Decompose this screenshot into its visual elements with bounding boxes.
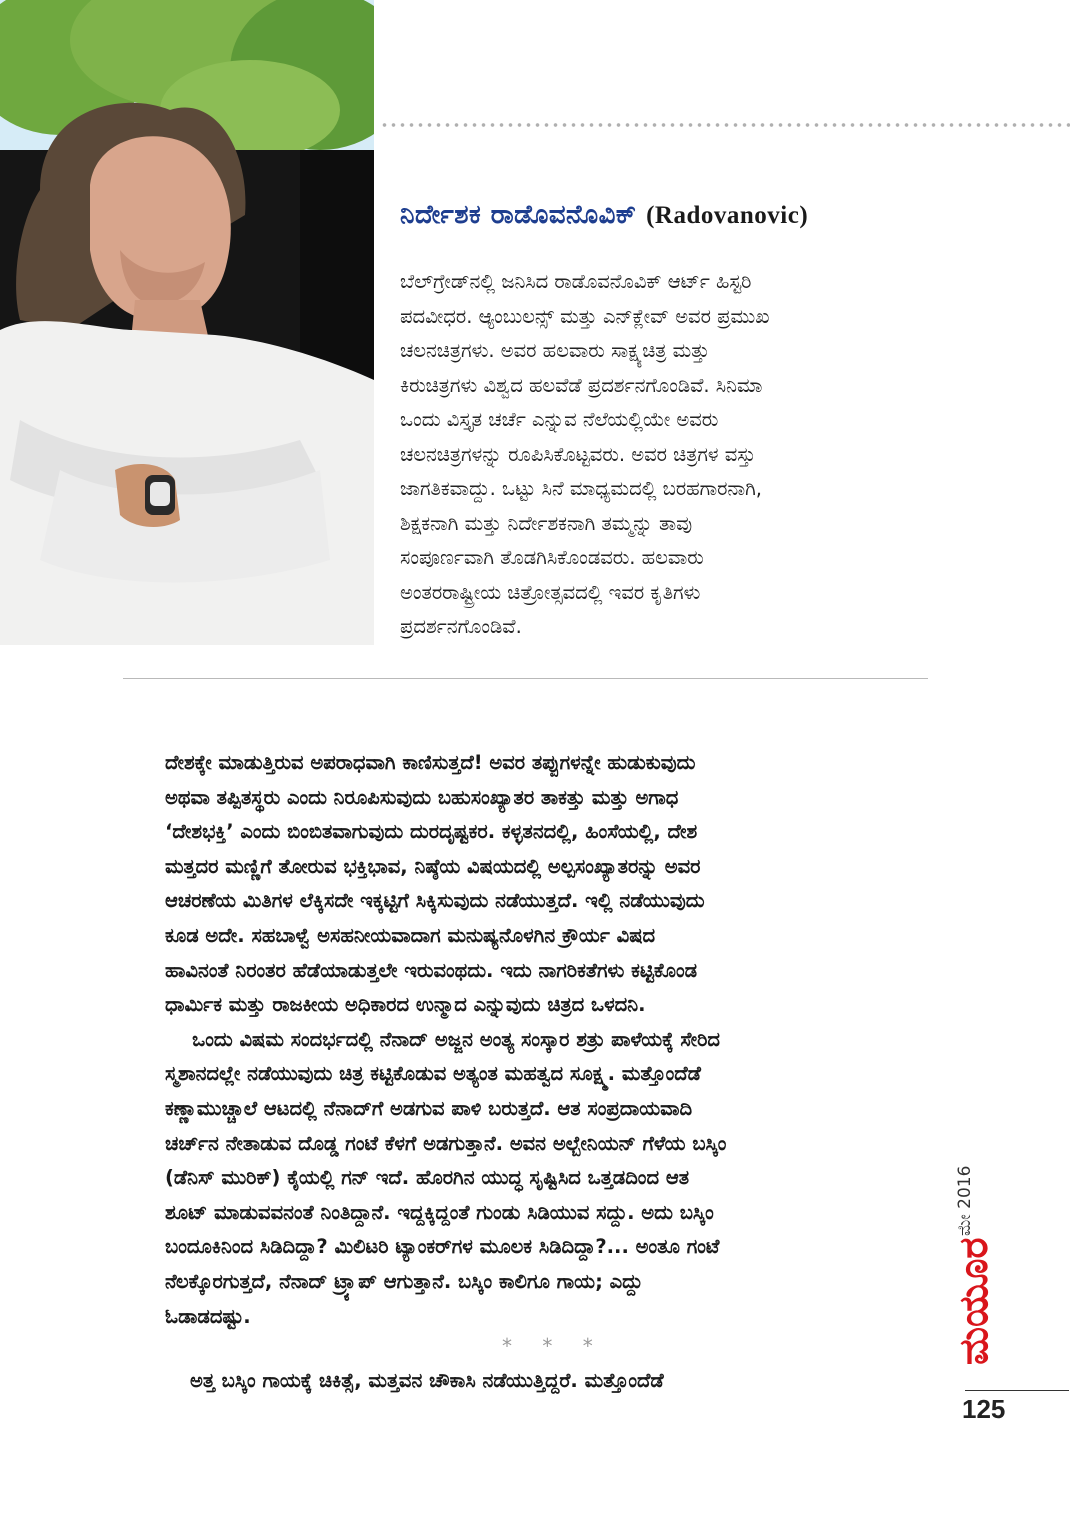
article-line: ‘ದೇಶಭಕ್ತಿ’ ಎಂದು ಬಿಂಬಿತವಾಗುವುದು ದುರದೃಷ್ಟಕರ. ಕಳ್ಳತನದಲ್ಲಿ, ಹಿಂಸೆಯಲ್ಲಿ, ದೇಶ bbox=[165, 820, 698, 844]
article-line: ಬಂದೂಕಿನಿಂದ ಸಿಡಿದಿದ್ದಾ? ಮಿಲಿಟರಿ ಟ್ಯಾಂಕರ್‌ಗಳ ಮೂಲಕ ಸಿಡಿದಿದ್ದಾ?... ಅಂತೂ ಗಂಟೆ bbox=[165, 1235, 720, 1259]
article-body bbox=[165, 746, 925, 1334]
dotted-divider bbox=[380, 122, 1070, 128]
article-line: ಕೂಡ ಅದೇ. ಸಹಬಾಳ್ವೆ ಅಸಹನೀಯವಾದಾಗ ಮನುಷ್ಯನೊಳಗಿನ ಕ್ರೌರ್ಯ ವಿಷದ bbox=[165, 923, 656, 947]
article-line: ಹಾವಿನಂತೆ ನಿರಂತರ ಹೆಡೆಯಾಡುತ್ತಲೇ ಇರುವಂಥದು. ಇದು ನಾಗರಿಕತೆಗಳು ಕಟ್ಟಿಕೊಂಡ bbox=[165, 958, 698, 982]
issue-date: ಮೇ 2016 bbox=[955, 1165, 975, 1236]
sidebar-line: ಜಾಗತಿಕವಾದ್ದು. ಒಟ್ಟು ಸಿನೆ ಮಾಧ್ಯಮದಲ್ಲಿ ಬರಹಗಾರನಾಗಿ, bbox=[400, 477, 763, 500]
article-line: ದೇಶಕ್ಕೇ ಮಾಡುತ್ತಿರುವ ಅಪರಾಧವಾಗಿ ಕಾಣಿಸುತ್ತದೆ! ಅವರ ತಪ್ಪುಗಳನ್ನೇ ಹುಡುಕುವುದು bbox=[165, 751, 696, 774]
article-line: ಕಣ್ಣಾಮುಚ್ಚಾಲೆ ಆಟದಲ್ಲಿ ನೆನಾದ್‌ಗೆ ಅಡಗುವ ಪಾಳಿ ಬರುತ್ತದೆ. ಆತ ಸಂಪ್ರದಾಯವಾದಿ bbox=[165, 1096, 693, 1120]
sidebar-line: ಕಿರುಚಿತ್ರಗಳು ವಿಶ್ವದ ಹಲವೆಡೆ ಪ್ರದರ್ಶನಗೊಂಡಿವೆ. ಸಿನಿಮಾ bbox=[400, 373, 763, 397]
article-line: ನೆಲಕ್ಕೊರಗುತ್ತದೆ, ನೆನಾದ್ ಟ್ರ್ಯಾಪ್ ಆಗುತ್ತಾನೆ. ಬಸ್ಕಿಂ ಕಾಲಿಗೂ ಗಾಯ; ಎದ್ದು bbox=[165, 1269, 643, 1293]
sidebar-line: ಚಲನಚಿತ್ರಗಳು. ಅವರ ಹಲವಾರು ಸಾಕ್ಷ್ಯಚಿತ್ರ ಮತ್ತು bbox=[400, 339, 710, 362]
sidebar-line: ಪದವೀಧರ. ಆ್ಯಂಬುಲನ್ಸ್ ಮತ್ತು ಎನ್‌ಕ್ಲೇವ್ ಅವರ ಪ್ರಮುಖ bbox=[400, 304, 770, 328]
title-kannada: ನಿರ್ದೇಶಕ ರಾಡೊವನೊವಿಕ್ bbox=[400, 200, 637, 230]
article-line: ಸ್ಮಶಾನದಲ್ಲೇ ನಡೆಯುವುದು ಚಿತ್ರ ಕಟ್ಟಿಕೊಡುವ ಅತ್ಯಂತ ಮಹತ್ವದ ಸೂಕ್ಷ್ಮ. ಮತ್ತೊಂದೆಡೆ bbox=[165, 1062, 701, 1086]
article-line: ಚರ್ಚ್‌ನ ನೇತಾಡುವ ದೊಡ್ಡ ಗಂಟೆ ಕೆಳಗೆ ಅಡಗುತ್ತಾನೆ. ಅವನ ಅಲ್ಬೇನಿಯನ್ ಗೆಳೆಯ ಬಸ್ಕಿಂ bbox=[165, 1131, 727, 1155]
director-photo bbox=[0, 0, 374, 645]
sidebar-line: ಒಂದು ವಿಸ್ತೃತ ಚರ್ಚೆ ಎನ್ನುವ ನೆಲೆಯಲ್ಲಿಯೇ ಅವರು bbox=[400, 408, 719, 431]
section-rule bbox=[123, 678, 928, 679]
sidebar-line: ಸಂಪೂರ್ಣವಾಗಿ ತೊಡಗಿಸಿಕೊಂಡವರು. ಹಲವಾರು bbox=[400, 546, 704, 569]
sidebar-line: ಚಲನಚಿತ್ರಗಳನ್ನು ರೂಪಿಸಿಕೊಟ್ಟವರು. ಅವರ ಚಿತ್ರಗಳ ವಸ್ತು bbox=[400, 442, 756, 466]
article-continuation-line: ಅತ್ತ ಬಸ್ಕಿಂ ಗಾಯಕ್ಕೆ ಚಿಕಿತ್ಸೆ, ಮತ್ತವನ ಚೌಕಾಸಿ ನಡೆಯುತ್ತಿದ್ದರೆ. ಮತ್ತೊಂದೆಡೆ bbox=[190, 1369, 664, 1392]
sidebar-line: ಪ್ರದರ್ಶನಗೊಂಡಿವೆ. bbox=[400, 615, 522, 638]
magazine-logo: ಮಯೂರ bbox=[951, 1237, 997, 1365]
article-line: ಆಚರಣೆಯ ಮಿತಿಗಳ ಲೆಕ್ಕಿಸದೇ ಇಕ್ಕಟ್ಟಿಗೆ ಸಿಕ್ಕಿಸುವುದು ನಡೆಯುತ್ತದೆ. ಇಲ್ಲಿ ನಡೆಯುವುದು bbox=[165, 889, 705, 913]
section-separator-stars: * * * bbox=[502, 1334, 605, 1358]
sidebar-box-text bbox=[400, 265, 920, 645]
sidebar-line: ಬೆಲ್‌ಗ್ರೇಡ್‌ನಲ್ಲಿ ಜನಿಸಿದ ರಾಡೊವನೊವಿಕ್ ಆರ್ಟ್ ಹಿಸ್ಟರಿ bbox=[400, 270, 752, 293]
article-line: ಧಾರ್ಮಿಕ ಮತ್ತು ರಾಜಕೀಯ ಅಧಿಕಾರದ ಉನ್ಮಾದ ಎನ್ನುವುದು ಚಿತ್ರದ ಒಳದನಿ. bbox=[165, 993, 646, 1017]
folio-rule bbox=[965, 1390, 1069, 1391]
article-line: ಓಡಾಡದಷ್ಟು. bbox=[165, 1304, 251, 1328]
article-line: ಒಂದು ವಿಷಮ ಸಂದರ್ಭದಲ್ಲಿ ನೆನಾದ್ ಅಜ್ಜನ ಅಂತ್ಯ ಸಂಸ್ಕಾರ ಶತ್ರು ಪಾಳೆಯಕ್ಕೆ ಸೇರಿದ bbox=[165, 1027, 720, 1051]
page-number: 125 bbox=[962, 1394, 1006, 1424]
sidebar-line: ಶಿಕ್ಷಕನಾಗಿ ಮತ್ತು ನಿರ್ದೇಶಕನಾಗಿ ತಮ್ಮನ್ನು ತಾವು bbox=[400, 511, 693, 535]
sidebar-box-title bbox=[400, 200, 960, 231]
article-line: ಶೂಟ್ ಮಾಡುವವನಂತೆ ನಿಂತಿದ್ದಾನೆ. ಇದ್ದಕ್ಕಿದ್ದಂತೆ ಗುಂಡು ಸಿಡಿಯುವ ಸದ್ದು. ಅದು ಬಸ್ಕಿಂ bbox=[165, 1200, 714, 1224]
article-line: (ಡೆನಿಸ್ ಮುರಿಕ್) ಕೈಯಲ್ಲಿ ಗನ್ ಇದೆ. ಹೊರಗಿನ ಯುದ್ಧ ಸೃಷ್ಟಿಸಿದ ಒತ್ತಡದಿಂದ ಆತ bbox=[165, 1166, 690, 1190]
article-line: ಅಥವಾ ತಪ್ಪಿತಸ್ಥರು ಎಂದು ನಿರೂಪಿಸುವುದು ಬಹುಸಂಖ್ಯಾತರ ತಾಕತ್ತು ಮತ್ತು ಅಗಾಧ bbox=[165, 785, 679, 809]
article-line: ಮತ್ತದರ ಮಣ್ಣಿಗೆ ತೋರುವ ಭಕ್ತಿಭಾವ, ನಿಷ್ಠೆಯ ವಿಷಯದಲ್ಲಿ ಅಲ್ಪಸಂಖ್ಯಾತರನ್ನು ಅವರ bbox=[165, 854, 701, 878]
sidebar-line: ಅಂತರರಾಷ್ಟ್ರೀಯ ಚಿತ್ರೋತ್ಸವದಲ್ಲಿ ಇವರ ಕೃತಿಗಳು bbox=[400, 580, 701, 604]
title-latin: (Radovanovic) bbox=[646, 202, 809, 229]
